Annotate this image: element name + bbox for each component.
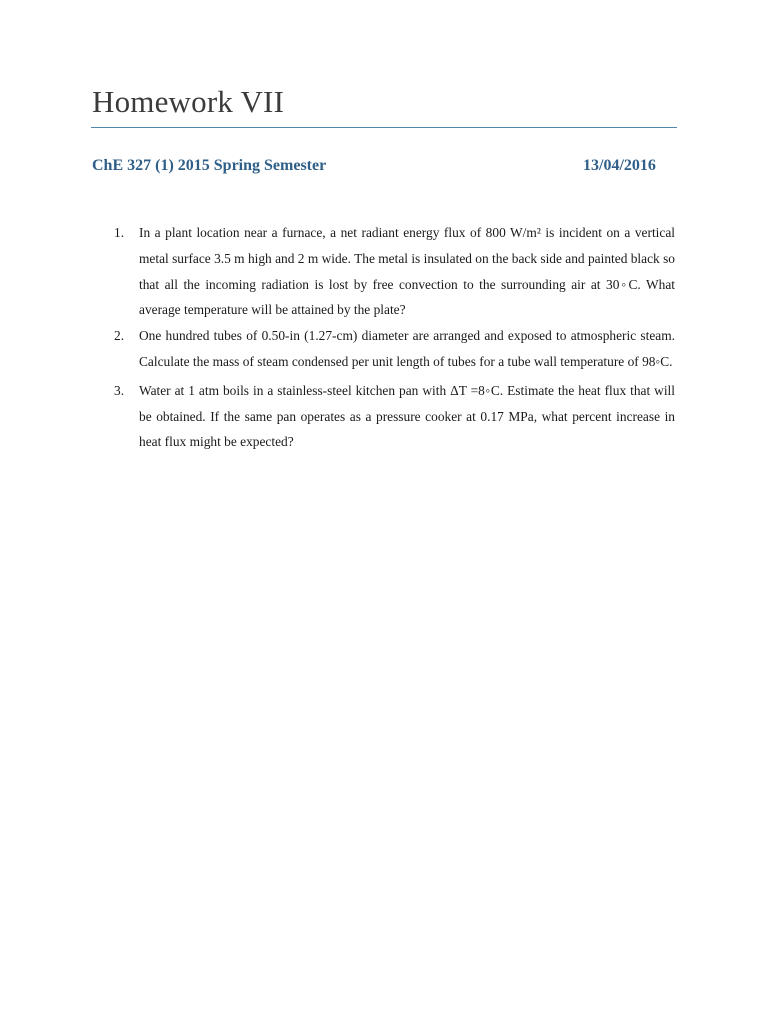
question-number: 1.: [114, 225, 125, 240]
title-divider: [91, 127, 677, 128]
question-number: 3.: [114, 382, 125, 398]
question-item: [114, 378, 675, 455]
course-heading: ChE 327 (1) 2015 Spring Semester: [92, 157, 327, 174]
question-item: [114, 323, 675, 375]
question-item: [114, 220, 675, 323]
date-heading: 13/04/2016: [583, 157, 656, 174]
question-number: 2.: [114, 328, 125, 344]
question-text: In a plant location near a furnace, a net radiant energy flux of 800 W/m² is incident on a vertical metal surface 3.5 m high and 2 m wide. The metal is insulated on the back side and painted black so that all the incoming radiation is lost by free convection to the surrounding air at 30◦C. What average temperature will be attained by the plate?: [139, 225, 675, 318]
question-text: One hundred tubes of 0.50-in (1.27-cm) diameter are arranged and exposed to atmospheric steam. Calculate the mass of steam condensed per unit length of tubes for a tube wall temperature of 98◦C.: [139, 328, 675, 369]
page-title: Homework VII: [92, 84, 285, 119]
question-list: [114, 220, 675, 455]
question-text: Water at 1 atm boils in a stainless-steel kitchen pan with ΔT =8◦C. Estimate the heat flux that will be obtained. If the same pan operates as a pressure cooker at 0.17 MPa, what percent increase in heat flux might be expected?: [139, 382, 675, 450]
